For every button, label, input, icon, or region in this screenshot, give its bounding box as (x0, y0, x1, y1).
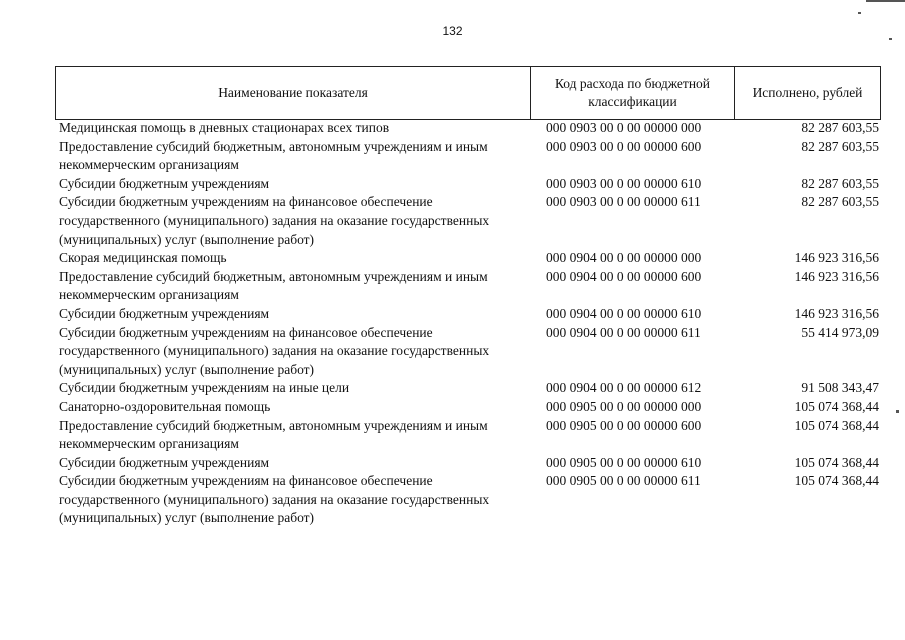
scan-mark-top (866, 0, 905, 2)
row-code: 000 0904 00 0 00 00000 611 (546, 324, 701, 340)
table-row (59, 379, 879, 398)
row-name: Медицинская помощь в дневных стационарах всех типов (59, 120, 390, 135)
page-number: 132 (442, 24, 463, 38)
row-amount: 105 074 368,44 (794, 454, 879, 470)
row-code: 000 0904 00 0 00 00000 600 (546, 268, 702, 284)
header-budget-code: Код расхода по бюджетной классификации (531, 67, 735, 119)
row-amount: 82 287 603,55 (801, 120, 879, 135)
row-amount: 105 074 368,44 (794, 398, 879, 414)
table-row (59, 138, 879, 175)
table-row (59, 175, 879, 194)
table-row (59, 417, 879, 454)
table-row (59, 324, 879, 380)
row-code: 000 0903 00 0 00 00000 000 (546, 120, 702, 135)
row-name: Санаторно-оздоровительная помощь (59, 398, 271, 414)
table-header (55, 66, 881, 120)
table-row (59, 119, 879, 138)
scan-mark-dot (896, 410, 899, 413)
scan-mark-dot (858, 12, 861, 14)
row-code: 000 0903 00 0 00 00000 611 (546, 194, 701, 210)
table-row (59, 398, 879, 417)
row-name: Субсидии бюджетным учреждениям (59, 305, 270, 321)
row-name: Предоставление субсидий бюджетным, автономным учреждениям и иным некоммерческим организациям (59, 268, 488, 303)
row-amount: 82 287 603,55 (801, 175, 879, 191)
row-code: 000 0904 00 0 00 00000 610 (546, 305, 702, 321)
header-indicator-name: Наименование показателя (56, 67, 531, 119)
row-code: 000 0903 00 0 00 00000 600 (546, 138, 702, 154)
table-row (59, 305, 879, 324)
row-code: 000 0903 00 0 00 00000 610 (546, 175, 702, 191)
row-code: 000 0905 00 0 00 00000 610 (546, 454, 702, 470)
row-code: 000 0904 00 0 00 00000 612 (546, 380, 702, 396)
table-row (59, 249, 879, 268)
row-name: Субсидии бюджетным учреждениям (59, 175, 270, 191)
row-amount: 146 923 316,56 (794, 268, 879, 284)
table-row (59, 472, 879, 528)
row-code: 000 0904 00 0 00 00000 000 (546, 250, 702, 266)
row-name: Предоставление субсидий бюджетным, автономным учреждениям и иным некоммерческим организациям (59, 138, 488, 173)
row-name: Скорая медицинская помощь (59, 250, 227, 266)
row-name: Предоставление субсидий бюджетным, автономным учреждениям и иным некоммерческим организациям (59, 417, 488, 452)
row-amount: 146 923 316,56 (794, 305, 879, 321)
table-body (59, 119, 879, 528)
row-code: 000 0905 00 0 00 00000 611 (546, 473, 701, 489)
row-name: Субсидии бюджетным учреждениям на финансовое обеспечение государственного (муниципального) задания на оказание государственных (муниципальных) услуг (выполнение работ) (59, 473, 490, 526)
row-code: 000 0905 00 0 00 00000 600 (546, 417, 702, 433)
row-amount: 105 074 368,44 (794, 417, 879, 433)
row-name: Субсидии бюджетным учреждениям на финансовое обеспечение государственного (муниципального) задания на оказание государственных (муниципальных) услуг (выполнение работ) (59, 324, 490, 377)
row-amount: 105 074 368,44 (794, 473, 879, 489)
row-name: Субсидии бюджетным учреждениям на финансовое обеспечение государственного (муниципального) задания на оказание государственных (муниципальных) услуг (выполнение работ) (59, 194, 490, 247)
row-name: Субсидии бюджетным учреждениям на иные цели (59, 380, 350, 396)
table-row (59, 268, 879, 305)
row-amount: 82 287 603,55 (801, 194, 879, 210)
row-amount: 91 508 343,47 (801, 380, 879, 396)
table-row (59, 193, 879, 249)
row-name: Субсидии бюджетным учреждениям (59, 454, 270, 470)
row-amount: 82 287 603,55 (801, 138, 879, 154)
row-amount: 146 923 316,56 (794, 250, 879, 266)
row-code: 000 0905 00 0 00 00000 000 (546, 398, 702, 414)
scan-mark-dot (889, 38, 892, 40)
row-amount: 55 414 973,09 (801, 324, 879, 340)
header-executed: Исполнено, рублей (752, 85, 863, 100)
table-row (59, 454, 879, 473)
